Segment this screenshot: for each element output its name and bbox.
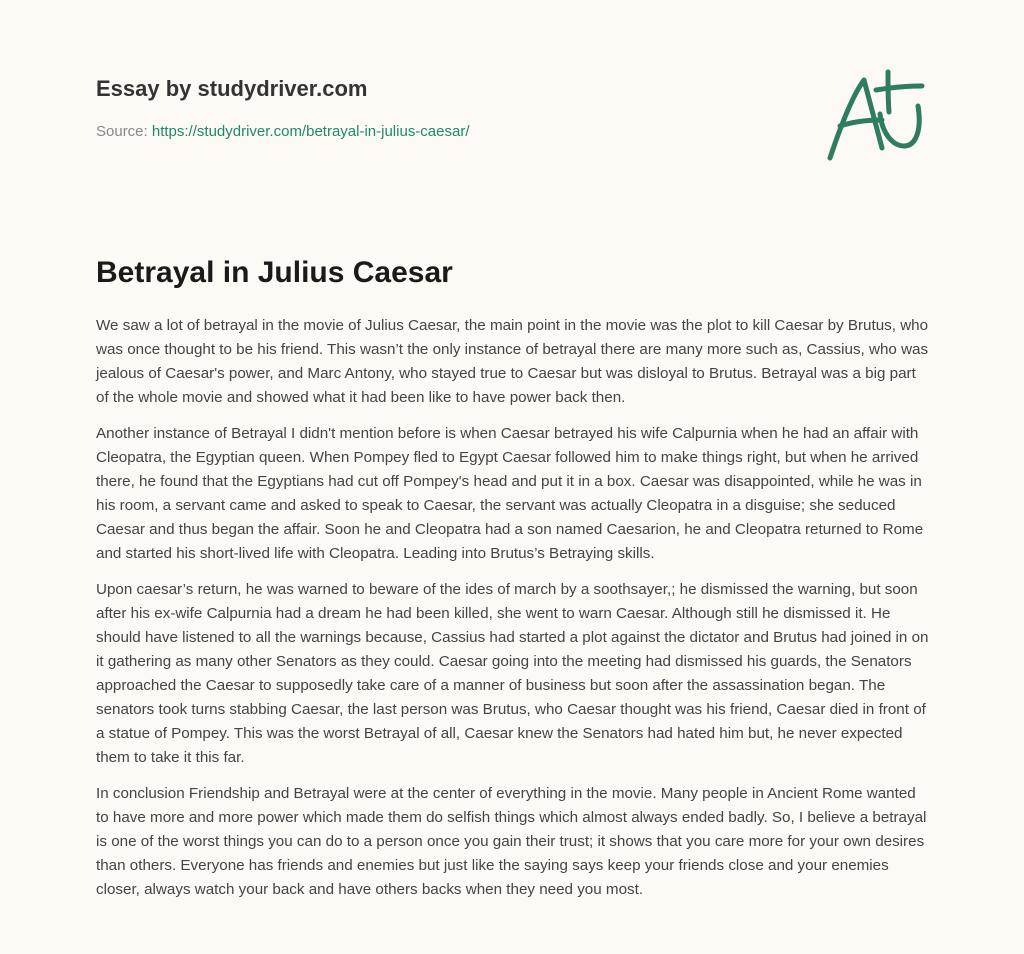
essay-paragraph: Another instance of Betrayal I didn't mention before is when Caesar betrayed his wife Calpurnia when he had an affair with Cleopatra, the Egyptian queen. When Pompey fled to Egypt Caesar followed him to make things right, but when he arrived there, he found that the Egyptians had cut off Pompey's head and put it in a box. Caesar was disappointed, while he was in his room, a servant came and asked to speak to Caesar, the servant was actually Cleopatra in a disguise; she seduced Caesar and thus began the affair. Soon he and Cleopatra had a son named Caesarion, he and Cleopatra returned to Rome and started his short-lived life with Cleopatra. Leading into Brutus’s Betraying skills. xyxy=(96,425,924,562)
essay-paragraph: In conclusion Friendship and Betrayal were at the center of everything in the movie. Many people in Ancient Rome wanted to have more and more power which made them do selfish things which almost always ended badly. So, I believe a betrayal is one of the worst things you can do to a person once you gain their trust; it shows that you care more for your own desires than others. Everyone has friends and enemies but just like the saying says keep your friends close and your enemies closer, always watch your back and have others backs when they need you most. xyxy=(96,785,927,898)
a-plus-logo xyxy=(822,66,930,166)
source-link[interactable]: https://studydriver.com/betrayal-in-julius-caesar/ xyxy=(151,123,470,140)
essay-title: Betrayal in Julius Caesar xyxy=(96,256,453,289)
essay-paragraph: Upon caesar’s return, he was warned to beware of the ides of march by a soothsayer,; he dismissed the warning, but soon after his ex-wife Calpurnia had a dream he had been killed, she went to warn Caesar. Although still he dismissed it. He should have listened to all the warnings because, Cassius had started a plot against the dictator and Brutus had joined in on it gathering as many other Senators as they could. Caesar going into the meeting had dismissed his guards, the Senators approached the Caesar to supposedly take care of a manner of business but soon after the assassination began. The senators took turns stabbing Caesar, the last person was Brutus, who Caesar thought was his friend, Caesar died in front of a statue of Pompey. This was the worst Betrayal of all, Caesar knew the Senators had hated him but, he never expected them to take it this far. xyxy=(96,581,929,766)
essay-paragraph: We saw a lot of betrayal in the movie of Julius Caesar, the main point in the movie was the plot to kill Caesar by Brutus, who was once thought to be his friend. This wasn’t the only instance of betrayal there are many more such as, Cassius, who was jealous of Caesar's power, and Marc Antony, who stayed true to Caesar but was disloyal to Brutus. Betrayal was a big part of the whole movie and showed what it had been like to have power back then. xyxy=(96,317,929,406)
a-plus-logo-icon xyxy=(822,66,930,166)
source-line xyxy=(96,123,470,140)
source-label: Source: xyxy=(96,123,148,140)
site-header-title: Essay by studydriver.com xyxy=(96,76,368,101)
essay-body xyxy=(96,314,932,914)
